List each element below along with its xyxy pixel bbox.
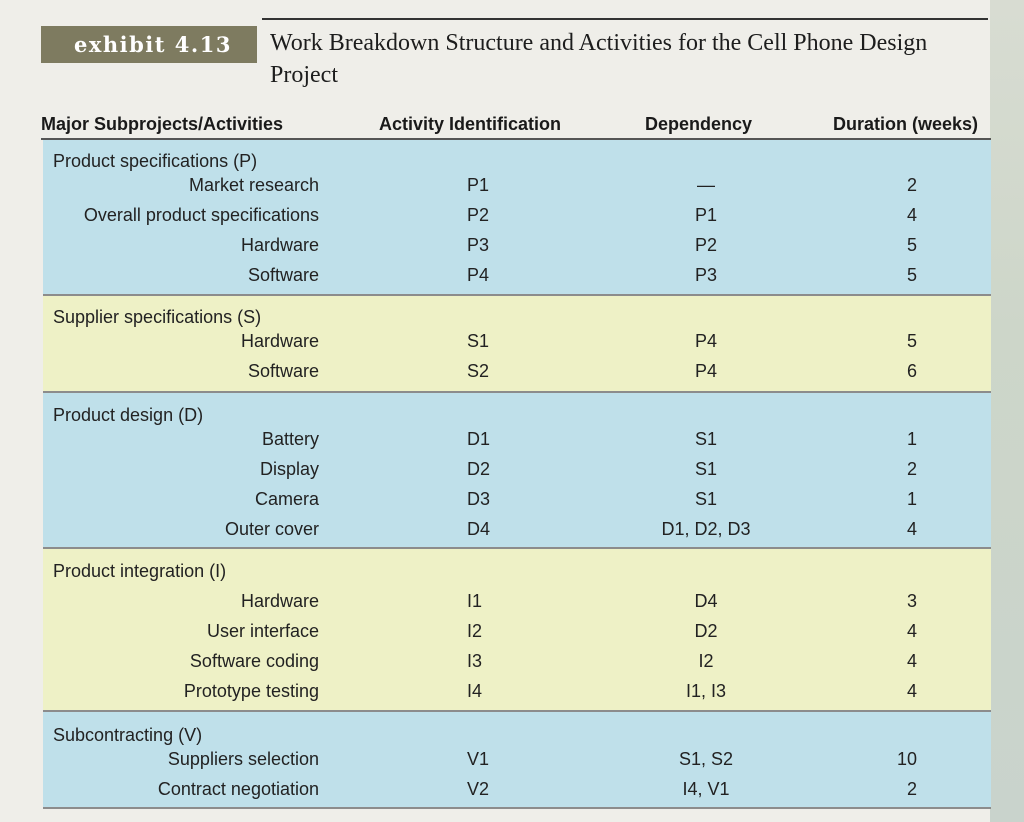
dependency-text: —: [697, 175, 715, 195]
table-row: [43, 326, 991, 356]
activity-id: S2: [467, 361, 490, 381]
dependency-text: D2: [694, 621, 718, 641]
exhibit-label: exhibit 4.13: [41, 26, 257, 63]
dependency-text: P4: [694, 331, 718, 351]
dependency-text: P4: [694, 361, 718, 381]
dependency-text: S1: [694, 489, 718, 509]
table-row: [43, 484, 991, 514]
activity-id: D2: [467, 459, 491, 479]
table-row: [43, 646, 991, 676]
activity-duration: 1: [906, 489, 917, 509]
activity-duration: 4: [906, 681, 917, 701]
table-section: [43, 393, 991, 549]
activity-duration: 3: [906, 591, 917, 611]
header-duration: Duration (weeks): [833, 114, 979, 134]
activity-name: Hardware: [240, 591, 319, 611]
activity-id: I4: [467, 681, 483, 701]
activity-duration: 10: [896, 749, 917, 769]
dependency-text: D1, D2, D3: [661, 519, 751, 539]
activity-name: Camera: [254, 489, 319, 509]
activity-id: I2: [467, 621, 483, 641]
activity-duration: 2: [906, 779, 917, 799]
activity-name: Battery: [261, 429, 319, 449]
activity-id: D1: [467, 429, 491, 449]
table-section: [43, 140, 991, 296]
dependency-text: I4, V1: [682, 779, 730, 799]
dependency-text: P1: [694, 205, 718, 225]
table-row: [43, 454, 991, 484]
table-header: [41, 108, 991, 140]
activity-name: Software: [247, 265, 319, 285]
activity-name: Overall product specifications: [83, 205, 319, 225]
activity-name: Software: [247, 361, 319, 381]
table-row: [43, 424, 991, 454]
dependency-text: D4: [694, 591, 718, 611]
table-row: [43, 230, 991, 260]
activity-duration: 4: [906, 205, 917, 225]
activity-name: Suppliers selection: [167, 749, 319, 769]
activity-duration: 6: [906, 361, 917, 381]
activity-id: V2: [467, 779, 490, 799]
dependency-text: P2: [694, 235, 718, 255]
activity-duration: 2: [906, 175, 917, 195]
activity-duration: 5: [906, 235, 917, 255]
section-title: Supplier specifications (S): [53, 307, 262, 327]
activity-name: Display: [259, 459, 319, 479]
table-row: [43, 744, 991, 774]
header-activity: Major Subprojects/Activities: [41, 114, 284, 134]
activity-id: P1: [467, 175, 490, 195]
activity-name: Software coding: [189, 651, 319, 671]
section-title: Product specifications (P): [53, 151, 258, 171]
section-title: Product integration (I): [53, 561, 227, 581]
activity-id: P2: [467, 205, 490, 225]
activity-duration: 2: [906, 459, 917, 479]
section-title: Product design (D): [53, 405, 204, 425]
table-row: [43, 676, 991, 706]
dependency-text: P3: [694, 265, 718, 285]
title-rule: [262, 18, 988, 20]
activity-name: Contract negotiation: [157, 779, 319, 799]
table-row: [43, 616, 991, 646]
activity-duration: 4: [906, 621, 917, 641]
dependency-text: I2: [698, 651, 714, 671]
activity-name: Outer cover: [224, 519, 319, 539]
activity-id: P3: [467, 235, 490, 255]
activity-id: D3: [467, 489, 491, 509]
activity-duration: 4: [906, 651, 917, 671]
table-section: [43, 549, 991, 712]
activity-duration: 5: [906, 331, 917, 351]
activity-duration: 4: [906, 519, 917, 539]
activity-id: I1: [467, 591, 483, 611]
table-section: [43, 712, 991, 809]
activity-id: S1: [467, 331, 490, 351]
table-row: [43, 774, 991, 804]
activity-id: D4: [467, 519, 491, 539]
activity-id: I3: [467, 651, 483, 671]
header-id: Activity Identification: [379, 114, 562, 134]
dependency-text: S1: [694, 459, 718, 479]
table-row: [43, 586, 991, 616]
table-row: [43, 200, 991, 230]
table-section: [43, 296, 991, 393]
activity-name: Market research: [188, 175, 319, 195]
activity-name: Hardware: [240, 331, 319, 351]
table-row: [43, 514, 991, 544]
activity-name: Hardware: [240, 235, 319, 255]
activity-duration: 1: [906, 429, 917, 449]
activity-name: Prototype testing: [183, 681, 319, 701]
table-row: [43, 356, 991, 386]
page-background-edge: [990, 0, 1024, 822]
section-title: Subcontracting (V): [53, 725, 203, 745]
table-row: [43, 170, 991, 200]
activity-duration: 5: [906, 265, 917, 285]
exhibit-title: Work Breakdown Structure and Activities for the Cell Phone Design Project: [270, 30, 928, 88]
dependency-text: I1, I3: [685, 681, 727, 701]
dependency-text: S1, S2: [678, 749, 734, 769]
table-row: [43, 260, 991, 290]
activity-id: V1: [467, 749, 490, 769]
activity-name: User interface: [206, 621, 319, 641]
dependency-text: S1: [694, 429, 718, 449]
header-dependency: Dependency: [645, 114, 753, 134]
activity-id: P4: [467, 265, 490, 285]
